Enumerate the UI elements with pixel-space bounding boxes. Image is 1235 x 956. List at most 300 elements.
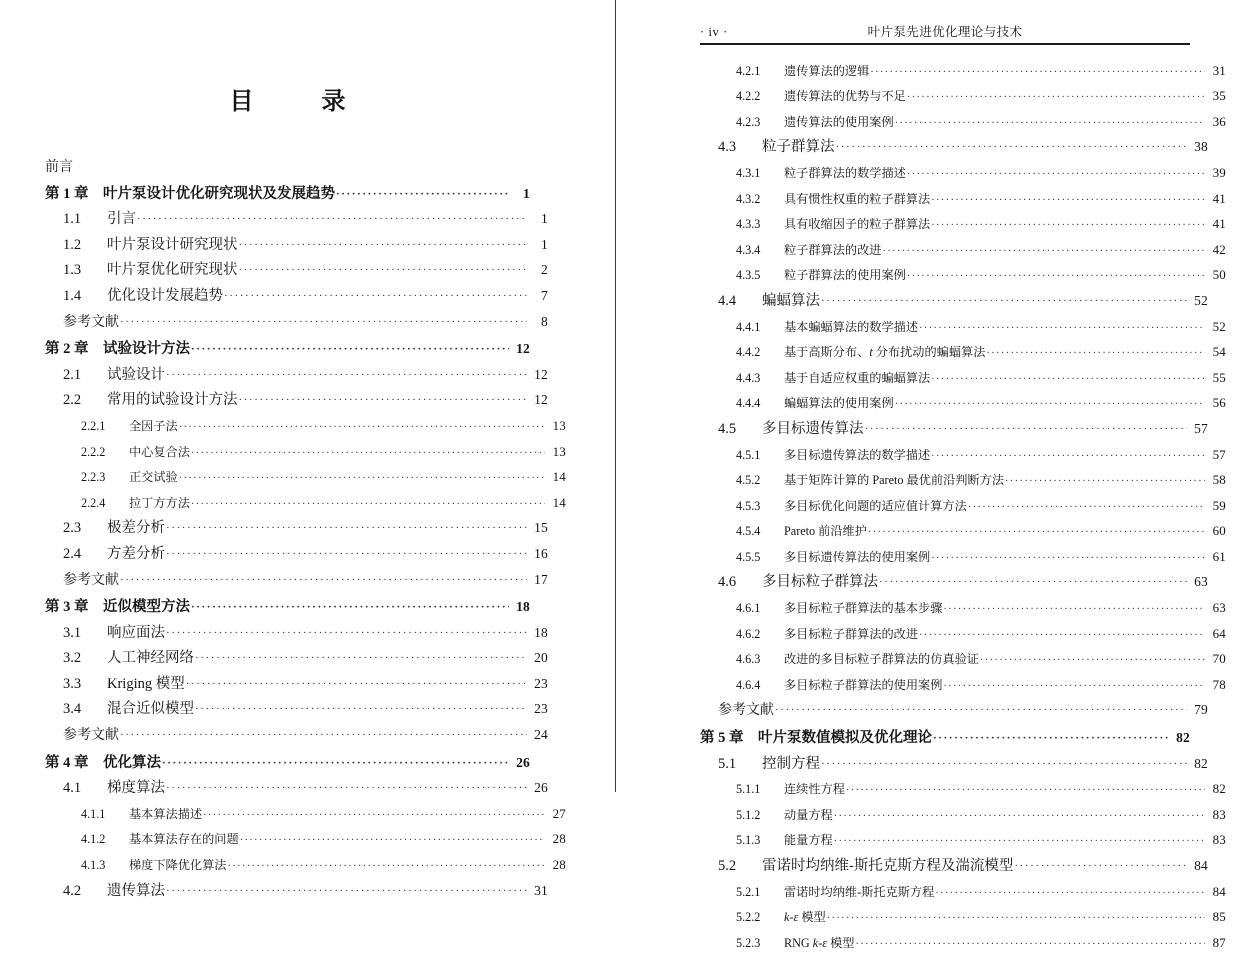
toc-entry-page-number: 17 — [534, 571, 548, 587]
toc-entry-page-number: 83 — [1212, 832, 1226, 848]
toc-entry-label: 基于矩阵计算的 Pareto 最优前沿判断方法 — [784, 473, 1005, 488]
toc-entry-number: 4.5.3 — [736, 498, 761, 513]
toc-entry-page-number: 82 — [1212, 781, 1226, 797]
toc-dot-leader — [907, 163, 1205, 187]
toc-entry[interactable] — [45, 595, 530, 621]
toc-entry[interactable] — [700, 84, 1226, 110]
toc-entry-page-number: 41 — [1212, 216, 1226, 232]
toc-entry[interactable] — [45, 672, 548, 698]
toc-entry[interactable] — [700, 752, 1208, 778]
toc-entry[interactable] — [45, 751, 530, 777]
toc-entry-number: 1.2 — [63, 236, 82, 253]
toc-dot-leader — [855, 933, 1205, 956]
toc-entry-number: 4.6 — [718, 574, 737, 591]
toc-entry-number: 1.4 — [63, 287, 82, 304]
toc-entry[interactable] — [700, 545, 1226, 571]
toc-entry-number: 4.6.4 — [736, 677, 761, 692]
toc-entry-label: 近似模型方法 — [103, 599, 190, 616]
toc-dot-leader — [865, 418, 1188, 442]
toc-entry-page-number: 82 — [1176, 730, 1190, 746]
toc-entry-number: 5.1.2 — [736, 807, 761, 822]
toc-entry-label: 多目标遗传算法的数学描述 — [784, 447, 931, 462]
toc-entry-label: 前言 — [45, 160, 73, 175]
toc-dot-leader — [179, 416, 545, 440]
toc-entry-page-number: 63 — [1194, 574, 1208, 590]
toc-entry[interactable] — [700, 622, 1226, 648]
toc-entry[interactable] — [700, 698, 1208, 724]
toc-entry[interactable] — [700, 212, 1226, 238]
toc-list-left — [45, 114, 566, 904]
running-head — [700, 0, 1190, 40]
toc-dot-leader — [240, 829, 545, 853]
toc-entry-page-number: 52 — [1212, 318, 1226, 334]
toc-dot-leader — [166, 622, 527, 646]
toc-entry-page-number: 1 — [523, 185, 530, 201]
toc-entry[interactable] — [45, 310, 548, 336]
toc-dot-leader — [120, 569, 527, 593]
toc-entry-page-number: 15 — [534, 520, 548, 536]
toc-entry[interactable] — [700, 596, 1226, 622]
toc-entry-page-number: 64 — [1212, 625, 1226, 641]
toc-entry[interactable] — [700, 391, 1226, 417]
toc-entry[interactable] — [45, 802, 566, 828]
toc-entry-page-number: 24 — [534, 727, 548, 743]
toc-entry-page-number: 27 — [552, 805, 566, 821]
right-page — [615, 0, 1235, 950]
toc-entry-label: 遗传算法的逻辑 — [784, 63, 870, 78]
toc-entry[interactable] — [700, 519, 1226, 545]
toc-entry-number: 2.2.3 — [81, 470, 106, 485]
toc-dot-leader — [186, 673, 527, 697]
toc-entry-label: 蝙蝠算法的使用案例 — [784, 396, 894, 411]
toc-entry[interactable] — [700, 59, 1226, 85]
toc-entry[interactable] — [45, 388, 548, 414]
toc-entry[interactable] — [700, 777, 1226, 803]
toc-entry-number: 2.2 — [63, 392, 82, 409]
toc-dot-leader — [834, 805, 1205, 829]
toc-entry-number: 4.4.3 — [736, 370, 761, 385]
toc-entry-label: 基本算法存在的问题 — [129, 832, 239, 847]
toc-entry-label: 遗传算法的优势与不足 — [784, 89, 906, 104]
toc-entry-label: 方差分析 — [107, 545, 165, 562]
toc-entry[interactable] — [45, 440, 566, 466]
toc-entry-label: 参考文献 — [718, 703, 774, 719]
toc-entry-label: RNG k-ε 模型 — [784, 935, 855, 950]
toc-entry-page-number: 28 — [552, 857, 566, 873]
toc-entry-number: 4.6.2 — [736, 626, 761, 641]
toc-entry-label: 多目标遗传算法 — [762, 420, 864, 437]
toc-entry[interactable] — [700, 931, 1226, 956]
toc-dot-leader — [943, 675, 1205, 699]
toc-entry-label: 多目标遗传算法的使用案例 — [784, 549, 931, 564]
toc-dot-leader — [895, 393, 1205, 417]
toc-entry-label: 改进的多目标粒子群算法的仿真验证 — [784, 652, 979, 667]
toc-entry[interactable] — [700, 854, 1208, 880]
folio-page-number: · iv · — [700, 25, 728, 39]
toc-entry[interactable] — [700, 880, 1226, 906]
toc-dot-leader — [195, 647, 527, 671]
toc-entry-page-number: 39 — [1212, 164, 1226, 180]
toc-dot-leader — [834, 830, 1205, 854]
toc-entry-page-number: 60 — [1212, 523, 1226, 539]
toc-entry[interactable] — [700, 263, 1226, 289]
toc-entry[interactable] — [45, 568, 548, 594]
toc-entry-page-number: 61 — [1212, 548, 1226, 564]
toc-dot-leader — [191, 442, 545, 466]
toc-entry-label: 叶片泵设计优化研究现状及发展趋势 — [103, 185, 335, 202]
toc-entry-number: 2.3 — [63, 520, 82, 537]
toc-entry[interactable] — [700, 340, 1226, 366]
toc-entry-number: 1.1 — [63, 211, 82, 228]
toc-entry-number: 第 5 章 — [700, 730, 744, 747]
toc-entry-number: 5.1.1 — [736, 782, 761, 797]
toc-entry-label: 动量方程 — [784, 807, 833, 822]
toc-entry-number: 5.2.1 — [736, 884, 761, 899]
toc-entry-number: 4.3.5 — [736, 268, 761, 283]
toc-entry[interactable] — [700, 187, 1226, 213]
toc-entry-label: Pareto 前沿维护 — [784, 524, 867, 539]
toc-entry-number: 第 2 章 — [45, 341, 89, 358]
toc-entry-label: 控制方程 — [762, 755, 820, 772]
toc-entry-number: 4.4.2 — [736, 345, 761, 360]
toc-dot-leader — [846, 779, 1205, 803]
toc-entry-label: k-ε 模型 — [784, 910, 826, 925]
toc-entry-label: 粒子群算法 — [762, 139, 835, 156]
toc-entry-number: 2.2.1 — [81, 418, 106, 433]
toc-dot-leader — [879, 571, 1187, 595]
toc-entry[interactable] — [700, 494, 1226, 520]
toc-entry-number: 4.5 — [718, 420, 737, 437]
toc-entry-number: 1.3 — [63, 262, 82, 279]
toc-dot-leader — [336, 183, 509, 207]
toc-entry[interactable] — [700, 570, 1208, 596]
toc-entry-label: 基本蝙蝠算法的数学描述 — [784, 319, 919, 334]
toc-entry-label: 基本算法描述 — [129, 806, 203, 821]
toc-dot-leader — [821, 290, 1187, 314]
toc-entry[interactable] — [45, 363, 548, 389]
toc-entry-page-number: 70 — [1212, 651, 1226, 667]
toc-entry-label: 中心复合法 — [129, 444, 190, 459]
toc-entry-page-number: 41 — [1212, 190, 1226, 206]
toc-entry-page-number: 7 — [541, 287, 548, 303]
toc-entry[interactable] — [45, 879, 548, 905]
toc-entry[interactable] — [45, 542, 548, 568]
toc-entry[interactable] — [700, 135, 1208, 161]
toc-entry[interactable] — [700, 803, 1226, 829]
toc-dot-leader — [907, 265, 1205, 289]
toc-entry-label: 正交试验 — [129, 470, 178, 485]
toc-entry-number: 5.1.3 — [736, 833, 761, 848]
toc-dot-leader — [821, 753, 1187, 777]
toc-entry[interactable] — [45, 156, 530, 180]
toc-entry-page-number: 20 — [534, 650, 548, 666]
toc-entry[interactable] — [700, 726, 1190, 752]
toc-entry-number: 2.1 — [63, 366, 82, 383]
toc-entry-page-number: 1 — [541, 211, 548, 227]
toc-entry[interactable] — [700, 315, 1226, 341]
toc-dot-leader — [120, 724, 527, 748]
toc-entry-number: 5.2 — [718, 858, 737, 874]
toc-entry-number: 4.5.2 — [736, 473, 761, 488]
toc-entry-label: 多目标粒子群算法的基本步骤 — [784, 601, 943, 616]
toc-dot-leader — [162, 752, 509, 776]
toc-dot-leader — [191, 338, 509, 362]
toc-entry[interactable] — [700, 366, 1226, 392]
toc-entry-number: 4.4.1 — [736, 319, 761, 334]
toc-dot-leader — [919, 317, 1205, 341]
toc-entry-page-number: 85 — [1212, 909, 1226, 925]
toc-dot-leader — [868, 521, 1205, 545]
toc-entry-page-number: 14 — [552, 469, 566, 485]
toc-dot-leader — [228, 855, 546, 879]
toc-dot-leader — [195, 698, 527, 722]
toc-dot-leader — [935, 882, 1205, 906]
toc-entry-number: 3.1 — [63, 624, 82, 641]
toc-entry-label: 具有惯性权重的粒子群算法 — [784, 191, 931, 206]
toc-entry-page-number: 58 — [1212, 472, 1226, 488]
toc-entry-page-number: 23 — [534, 701, 548, 717]
toc-list-right — [700, 45, 1226, 956]
toc-entry[interactable] — [700, 468, 1226, 494]
toc-entry-label: 拉丁方方法 — [129, 495, 190, 510]
toc-dot-leader — [191, 596, 509, 620]
toc-entry[interactable] — [45, 414, 566, 440]
toc-entry-label: 优化设计发展趋势 — [107, 287, 223, 304]
toc-dot-leader — [166, 517, 527, 541]
toc-entry[interactable] — [45, 853, 566, 879]
toc-entry[interactable] — [45, 697, 548, 723]
toc-entry-number: 4.5.4 — [736, 524, 761, 539]
toc-entry-page-number: 78 — [1212, 676, 1226, 692]
toc-entry-label: 优化算法 — [103, 754, 161, 771]
toc-entry[interactable] — [45, 827, 566, 853]
toc-entry-label: 常用的试验设计方法 — [107, 392, 238, 409]
toc-entry[interactable] — [45, 776, 548, 802]
toc-entry-page-number: 28 — [552, 831, 566, 847]
toc-entry-page-number: 56 — [1212, 395, 1226, 411]
toc-dot-leader — [907, 86, 1205, 110]
toc-entry[interactable] — [45, 258, 548, 284]
toc-dot-leader — [986, 342, 1205, 366]
toc-entry-page-number: 16 — [534, 545, 548, 561]
toc-entry[interactable] — [700, 828, 1226, 854]
toc-entry-page-number: 13 — [552, 443, 566, 459]
toc-entry-label: 梯度算法 — [107, 780, 165, 797]
toc-entry-label: 蝙蝠算法 — [762, 292, 820, 309]
toc-entry[interactable] — [45, 284, 548, 310]
toc-entry-number: 3.3 — [63, 675, 82, 692]
toc-entry-number: 2.2.2 — [81, 444, 106, 459]
toc-entry-page-number: 52 — [1194, 292, 1208, 308]
toc-dot-leader — [239, 389, 528, 413]
toc-entry-page-number: 8 — [541, 313, 548, 329]
toc-entry-page-number: 13 — [552, 417, 566, 433]
toc-entry-label: 响应面法 — [107, 624, 165, 641]
toc-entry-page-number: 55 — [1212, 369, 1226, 385]
toc-entry-number: 4.3.2 — [736, 191, 761, 206]
toc-entry-label: 基于自适应权重的蝙蝠算法 — [784, 370, 931, 385]
toc-entry-number: 4.1.1 — [81, 806, 106, 821]
toc-dot-leader — [166, 364, 527, 388]
toc-dot-leader — [1005, 470, 1205, 494]
toc-entry-label: 粒子群算法的改进 — [784, 242, 882, 257]
toc-dot-leader — [775, 699, 1187, 723]
toc-dot-leader — [166, 880, 527, 904]
toc-entry-page-number: 35 — [1212, 88, 1226, 104]
toc-entry-page-number: 12 — [516, 341, 530, 357]
toc-dot-leader — [836, 136, 1188, 160]
toc-entry-number: 4.2.3 — [736, 114, 761, 129]
toc-entry-label: 叶片泵数值模拟及优化理论 — [758, 730, 932, 747]
toc-dot-leader — [120, 311, 527, 335]
page-title: 目 录 — [229, 89, 368, 115]
toc-dot-leader — [827, 907, 1205, 931]
toc-entry-page-number: 18 — [516, 599, 530, 615]
toc-dot-leader — [895, 112, 1205, 136]
toc-entry[interactable] — [700, 443, 1226, 469]
toc-entry[interactable] — [700, 905, 1226, 931]
toc-entry-page-number: 12 — [534, 366, 548, 382]
toc-entry-page-number: 83 — [1212, 806, 1226, 822]
toc-entry[interactable] — [45, 621, 548, 647]
toc-dot-leader — [179, 467, 545, 491]
toc-entry-number: 4.4.4 — [736, 396, 761, 411]
toc-entry-label: 引言 — [107, 211, 136, 228]
toc-entry-page-number: 36 — [1212, 113, 1226, 129]
toc-dot-leader — [239, 259, 528, 283]
toc-entry-number: 第 1 章 — [45, 185, 89, 202]
toc-entry-label: 叶片泵设计研究现状 — [107, 236, 238, 253]
toc-entry[interactable] — [45, 723, 548, 749]
toc-entry-page-number: 59 — [1212, 497, 1226, 513]
toc-entry[interactable] — [700, 110, 1226, 136]
toc-entry-label: 参考文献 — [63, 314, 119, 330]
toc-entry-label: 多目标粒子群算法的使用案例 — [784, 677, 943, 692]
toc-entry-label: 全因子法 — [129, 418, 178, 433]
toc-entry-label: 粒子群算法的数学描述 — [784, 165, 906, 180]
toc-entry-number: 4.4 — [718, 292, 737, 309]
toc-entry-label: 粒子群算法的使用案例 — [784, 268, 906, 283]
toc-dot-leader — [883, 240, 1206, 264]
toc-entry-number: 4.1 — [63, 780, 82, 797]
toc-entry-page-number: 31 — [534, 882, 548, 898]
toc-entry-number: 4.3.4 — [736, 242, 761, 257]
toc-entry-label: 能量方程 — [784, 833, 833, 848]
toc-dot-leader — [166, 543, 527, 567]
toc-dot-leader — [980, 649, 1205, 673]
toc-entry[interactable] — [45, 337, 530, 363]
toc-entry-label: 试验设计方法 — [103, 341, 190, 358]
toc-entry-page-number: 12 — [534, 392, 548, 408]
toc-dot-leader — [943, 598, 1205, 622]
toc-entry-page-number: 57 — [1194, 420, 1208, 436]
toc-dot-leader — [870, 61, 1205, 85]
toc-entry-label: 极差分析 — [107, 520, 165, 537]
toc-entry-page-number: 84 — [1194, 858, 1208, 873]
toc-entry[interactable] — [45, 233, 548, 259]
toc-dot-leader — [137, 208, 527, 232]
toc-entry[interactable] — [45, 182, 530, 208]
toc-dot-leader — [224, 285, 527, 309]
toc-entry[interactable] — [45, 646, 548, 672]
toc-dot-leader — [191, 493, 545, 517]
toc-entry[interactable] — [700, 417, 1208, 443]
toc-dot-leader — [968, 496, 1205, 520]
toc-entry-page-number: 23 — [534, 675, 548, 691]
toc-entry-label: 雷诺时均纳维-斯托克斯方程及湍流模型 — [762, 858, 1014, 874]
toc-dot-leader — [239, 234, 528, 258]
toc-entry-number: 4.2 — [63, 882, 82, 899]
toc-entry-label: 梯度下降优化算法 — [129, 858, 227, 873]
toc-entry-number: 5.2.2 — [736, 910, 761, 925]
toc-entry-page-number: 57 — [1212, 446, 1226, 462]
toc-entry-page-number: 1 — [541, 236, 548, 252]
toc-dot-leader — [203, 804, 545, 828]
toc-entry-page-number: 82 — [1194, 755, 1208, 771]
toc-entry[interactable] — [700, 161, 1226, 187]
toc-entry-number: 2.2.4 — [81, 495, 106, 510]
toc-entry-number: 第 4 章 — [45, 754, 89, 771]
toc-entry-label: 连续性方程 — [784, 782, 845, 797]
toc-dot-leader — [931, 445, 1205, 469]
toc-entry-number: 5.2.3 — [736, 935, 761, 950]
toc-entry-label: 遗传算法 — [107, 882, 165, 899]
toc-entry-label: 试验设计 — [107, 366, 165, 383]
toc-entry-page-number: 26 — [516, 754, 530, 770]
toc-entry-label: 多目标粒子群算法的改进 — [784, 626, 919, 641]
toc-entry-label: 参考文献 — [63, 728, 119, 744]
toc-entry-page-number: 26 — [534, 780, 548, 796]
toc-entry-page-number: 31 — [1212, 62, 1226, 78]
toc-entry-label: 混合近似模型 — [107, 701, 194, 718]
toc-dot-leader — [1014, 855, 1187, 879]
toc-entry-number: 4.5.5 — [736, 549, 761, 564]
toc-entry[interactable] — [45, 465, 566, 491]
toc-entry-page-number: 18 — [534, 624, 548, 640]
toc-entry[interactable] — [45, 491, 566, 517]
toc-entry[interactable] — [700, 289, 1208, 315]
toc-entry-page-number: 42 — [1212, 241, 1226, 257]
toc-entry-page-number: 14 — [552, 494, 566, 510]
toc-dot-leader — [931, 368, 1205, 392]
toc-entry-page-number: 54 — [1212, 344, 1226, 360]
toc-entry-number: 5.1 — [718, 755, 737, 772]
toc-dot-leader — [931, 214, 1205, 238]
toc-entry[interactable] — [700, 238, 1226, 264]
toc-dot-leader — [166, 777, 527, 801]
toc-entry[interactable] — [700, 673, 1226, 699]
toc-entry-label: Kriging 模型 — [107, 675, 185, 692]
toc-entry-number: 3.2 — [63, 650, 82, 667]
toc-entry-number: 4.3.3 — [736, 217, 761, 232]
toc-entry-label: 叶片泵优化研究现状 — [107, 262, 238, 279]
toc-entry-number: 4.3 — [718, 139, 737, 156]
left-page — [0, 0, 615, 899]
toc-entry-label: 遗传算法的使用案例 — [784, 114, 894, 129]
toc-entry[interactable] — [700, 647, 1226, 673]
toc-entry-label: 多目标粒子群算法 — [762, 574, 878, 591]
toc-entry[interactable] — [45, 516, 548, 542]
toc-entry-number: 4.2.2 — [736, 89, 761, 104]
toc-dot-leader — [919, 624, 1205, 648]
toc-entry-page-number: 84 — [1212, 883, 1226, 899]
toc-entry-number: 第 3 章 — [45, 599, 89, 616]
toc-entry[interactable] — [45, 207, 548, 233]
toc-entry-page-number: 79 — [1194, 702, 1208, 718]
toc-entry-number: 4.6.3 — [736, 652, 761, 667]
toc-entry-number: 3.4 — [63, 701, 82, 718]
toc-entry-page-number: 2 — [541, 262, 548, 278]
